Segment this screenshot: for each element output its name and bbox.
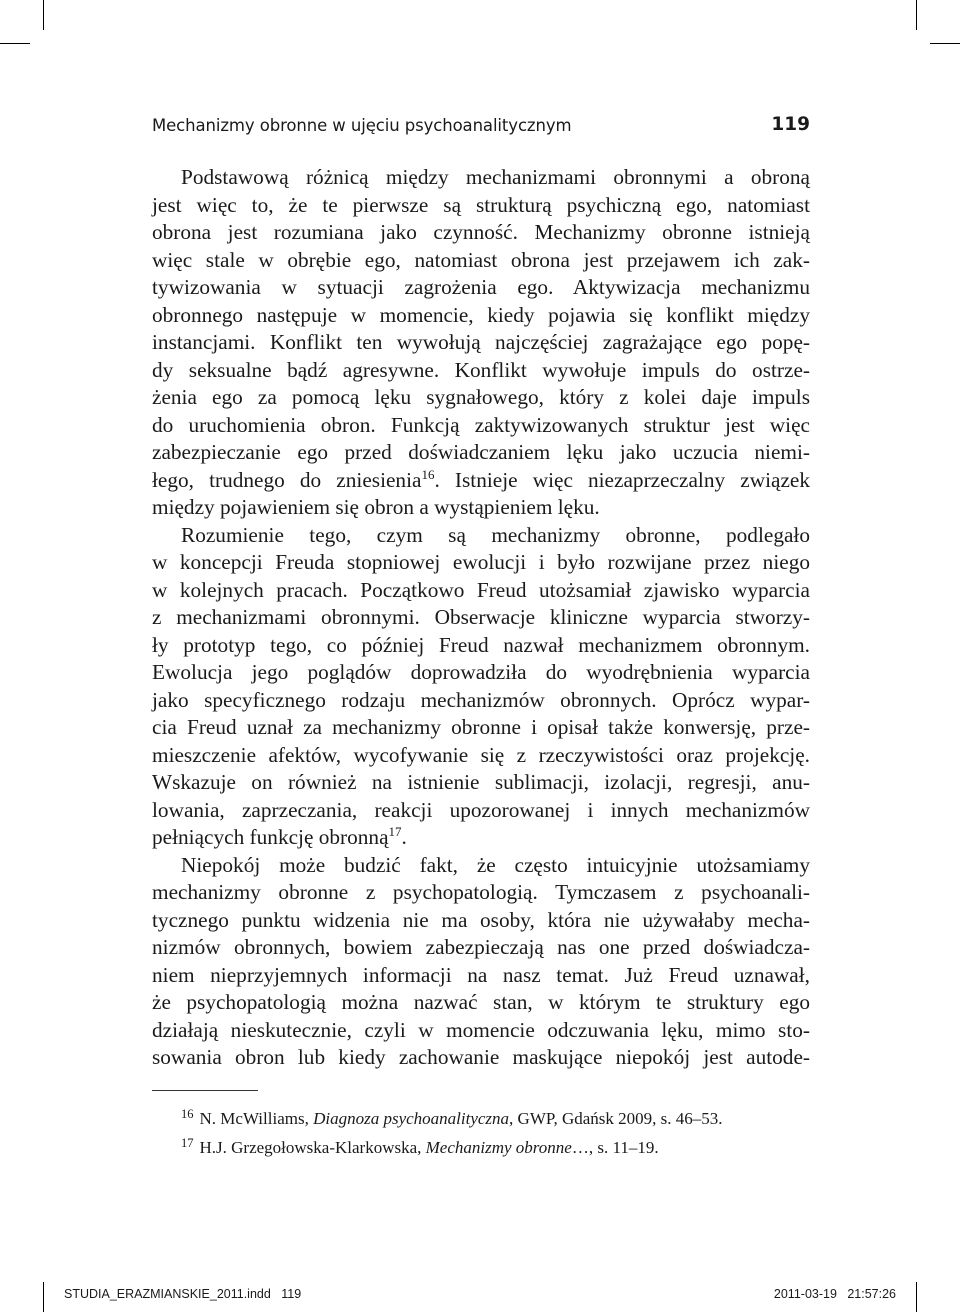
paragraph-line: nizmów obronnych, bowiem zabezpieczają nas one przed doświadcza-	[152, 935, 810, 959]
crop-mark-top-left-horizontal	[0, 43, 30, 44]
paragraph-line	[152, 467, 810, 495]
paragraph-line: mieszczenie afektów, wycofywanie się z rzeczywistości oraz projekcję.	[152, 742, 810, 767]
paragraph-line: więc stale w obrębie ego, natomiast obrona jest przejawem ich zak-	[152, 247, 810, 272]
paragraph-line: żenia ego za pomocą lęku sygnałowego, który z kolei daje impuls	[152, 385, 810, 409]
paragraph-line: do uruchomienia obron. Funkcją zaktywizowanych struktur jest więc	[152, 412, 810, 437]
crop-mark-top-right-vertical	[916, 0, 917, 30]
paragraph-line: Podstawową różnicą między mechanizmami obronnymi a obroną	[181, 165, 810, 189]
footnote-text: , GWP, Gdańsk 2009, s. 46–53.	[509, 1109, 723, 1128]
paragraph-line: z mechanizmami obronnymi. Obserwacje kliniczne wyparcia stworzy-	[152, 605, 810, 629]
paragraph-line: tycznego punktu widzenia nie ma osoby, która nie używałaby mecha-	[152, 907, 810, 932]
line-text: . Istnieje więc niezaprzeczalny związek	[434, 467, 810, 492]
footnote-text: …, s. 11–19.	[571, 1138, 659, 1157]
footnote-ref-16[interactable]: 16	[421, 466, 435, 482]
footnote-number: 17	[181, 1136, 194, 1150]
footnote-separator	[152, 1090, 258, 1091]
footnote-number: 16	[181, 1107, 194, 1121]
paragraph-line: lowania, zaprzeczania, reakcji upozorowanej i innych mechanizmów	[152, 797, 810, 822]
paragraph-line: ły prototyp tego, co później Freud nazwał mechanizmem obronnym.	[152, 632, 810, 657]
line-text: .	[401, 825, 407, 849]
paragraph-line: dy seksualne bądź agresywne. Konflikt wywołuje impuls do ostrze-	[152, 357, 810, 382]
footnote-17	[152, 1131, 810, 1160]
paragraph-line: Wskazuje on również na istnienie sublimacji, izolacji, regresji, anu-	[152, 770, 810, 794]
paragraph-line: Niepokój może budzić fakt, że często intuicyjnie utożsamiamy	[181, 852, 810, 877]
page-number: 119	[771, 114, 810, 135]
paragraph-line	[152, 824, 810, 852]
paragraph-line: jest więc to, że te pierwsze są strukturą psychiczną ego, natomiast	[152, 192, 810, 217]
paragraph-line: jako specyficznego rodzaju mechanizmów obronnych. Oprócz wypar-	[152, 687, 810, 712]
crop-mark-top-right-horizontal	[930, 43, 960, 44]
paragraph-line: mechanizmy obronne z psychopatologią. Tymczasem z psychoanali-	[152, 880, 810, 904]
footnote-title: Diagnoza psychoanalityczna	[313, 1109, 510, 1128]
line-text: łego, trudnego do zniesienia	[152, 467, 422, 492]
footnote-text: H.J. Grzegołowska-Klarkowska,	[199, 1138, 426, 1157]
paragraph-line: obrona jest rozumiana jako czynność. Mechanizmy obronne istnieją	[152, 220, 810, 244]
footnote-ref-17[interactable]: 17	[388, 824, 402, 839]
body-text	[152, 164, 810, 1072]
paragraph-line: niem nieprzyjemnych informacji na nasz temat. Już Freud uznawał,	[152, 962, 810, 987]
running-head	[152, 116, 810, 140]
paragraph-line: tywizowania w sytuacji zagrożenia ego. Aktywizacja mechanizmu	[152, 275, 810, 299]
paragraph-line: sowania obron lub kiedy zachowanie maskujące niepokój jest autode-	[152, 1045, 810, 1069]
paragraph-line: między pojawieniem się obron a wystąpieniem lęku.	[152, 495, 600, 519]
footnotes	[152, 1102, 810, 1160]
crop-mark-top-left-vertical	[43, 0, 44, 30]
paragraph-line: cia Freud uznał za mechanizmy obronne i opisał także konwersję, prze-	[152, 715, 810, 739]
paragraph-line: działają nieskutecznie, czyli w momencie odczuwania lęku, mimo sto-	[152, 1017, 810, 1042]
crop-mark-bottom-right-vertical	[916, 1282, 917, 1312]
line-text: pełniących funkcję obronną	[152, 825, 389, 849]
running-head-title: Mechanizmy obronne w ujęciu psychoanalitycznym	[152, 116, 572, 135]
paragraph-line: w kolejnych pracach. Początkowo Freud utożsamiał zjawisko wyparcia	[152, 577, 810, 602]
crop-mark-bottom-left-vertical	[43, 1282, 44, 1312]
paragraph-line: Ewolucja jego poglądów doprowadziła do wyodrębnienia wyparcia	[152, 660, 810, 684]
slug-file-name: STUDIA_ERAZMIANSKIE_2011.indd 119	[64, 1287, 302, 1301]
paragraph-line: zabezpieczanie ego przed doświadczaniem lęku jako uczucia niemi-	[152, 440, 810, 464]
paragraph-line: w koncepcji Freuda stopniowej ewolucji i było rozwijane przez niego	[152, 550, 810, 574]
paragraph-line: Rozumienie tego, czym są mechanizmy obronne, podlegało	[181, 522, 810, 547]
paragraph-line: instancjami. Konflikt ten wywołują najczęściej zagrażające ego popę-	[152, 330, 810, 354]
slug-timestamp: 2011-03-19 21:57:26	[773, 1287, 896, 1301]
paragraph-line: że psychopatologią można nazwać stan, w którym te struktury ego	[152, 990, 810, 1014]
paragraph-line: obronnego następuje w momencie, kiedy pojawia się konflikt między	[152, 302, 810, 327]
footnote-text: N. McWilliams,	[199, 1109, 314, 1128]
footnote-16	[152, 1102, 810, 1131]
footnote-title: Mechanizmy obronne	[425, 1138, 572, 1157]
